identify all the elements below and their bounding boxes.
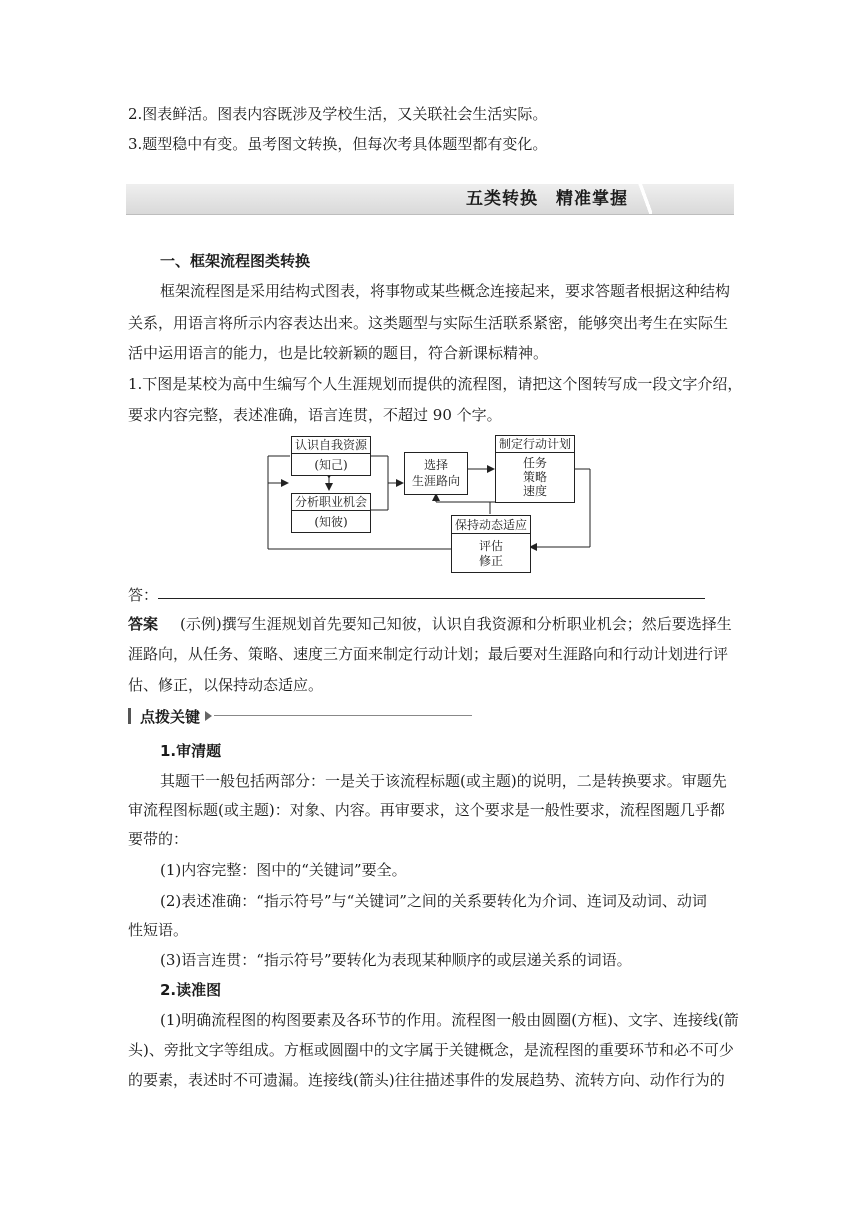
answer-text: 估、修正，以保持动态适应。 (128, 676, 324, 694)
self-resource-box (291, 436, 371, 476)
key-points-title: 点拨关键 (140, 708, 201, 726)
body-line: (1)内容完整：图中的“关键词”要全。 (160, 861, 407, 879)
flowchart (0, 0, 860, 600)
body-line: 其题干一般包括两部分：一是关于该流程标题(或主题)的说明，二是转换要求。审题先 (160, 772, 727, 790)
body-line: (2)表述准确：“指示符号”与“关键词”之间的关系要转化为介词、连词及动词、动词 (160, 892, 707, 910)
question-line: 1.下图是某校为高中生编写个人生涯规划而提供的流程图，请把这个图转写成一段文字介绍， (128, 375, 743, 393)
self-resource-title: 认识自我资源 (292, 438, 370, 454)
dynamic-adapt-item: 修正 (478, 554, 503, 568)
section-para-line: 框架流程图是采用结构式图表，将事物或某些概念连接起来，要求答题者根据这种结构 (160, 282, 731, 300)
answer-text: (示例)撰写生涯规划首先要知己知彼，认识自我资源和分析职业机会；然后要选择生 (180, 615, 732, 633)
key-points-bar (128, 708, 131, 724)
dynamic-adapt-box (451, 515, 531, 573)
answer-label: 答： (128, 586, 159, 604)
body-line: 的要素，表述时不可遗漏。连接线(箭头)往往描述事件的发展趋势、流转方向、动作行为的 (128, 1071, 725, 1089)
intro-line-3: 3.题型稳中有变。虽考图文转换，但每次考具体题型都有变化。 (128, 135, 548, 153)
banner-title: 五类转换 精准掌握 (466, 189, 628, 209)
body-line: 头)、旁批文字等组成。方框或圆圈中的文字属于关键概念，是流程图的重要环节和必不可少 (128, 1041, 734, 1059)
self-resource-sub: (知己) (314, 458, 348, 472)
career-chance-sub: (知彼) (314, 515, 348, 529)
body-line: 审流程图标题(或主题)：对象、内容。再审要求，这个要求是一般性要求，流程图题几乎都 (128, 801, 725, 819)
body-line: 要带的： (128, 830, 189, 848)
subsection-title: 2.读准图 (160, 981, 222, 999)
section-para-line: 关系，用语言将所示内容表达出来。这类题型与实际生活联系紧密，能够突出考生在实际生 (128, 314, 729, 332)
action-plan-item: 速度 (522, 484, 547, 498)
dynamic-adapt-title: 保持动态适应 (452, 518, 530, 534)
choose-path-line-2: 生涯路向 (411, 474, 460, 488)
action-plan-title: 制定行动计划 (496, 437, 574, 453)
section-para-line: 活中运用语言的能力，也是比较新颖的题目，符合新课标精神。 (128, 344, 549, 362)
body-line: 性短语。 (128, 921, 189, 939)
answer-text: 涯路向，从任务、策略、速度三方面来制定行动计划；最后要对生涯路向和行动计划进行评 (128, 645, 729, 663)
body-line: (3)语言连贯：“指示符号”要转化为表现某种顺序的或层递关系的词语。 (160, 951, 632, 969)
key-points-divider (214, 715, 472, 716)
choose-path-line-1: 选择 (423, 458, 448, 472)
body-line: (1)明确流程图的构图要素及各环节的作用。流程图一般由圆圈(方框)、文字、连接线(箭 (160, 1011, 739, 1029)
action-plan-box (495, 435, 575, 503)
answer-blank-line (158, 598, 705, 599)
flowchart-connectors (0, 0, 860, 600)
career-chance-box (291, 493, 371, 533)
intro-line-2: 2.图表鲜活。图表内容既涉及学校生活，又关联社会生活实际。 (128, 105, 548, 123)
action-plan-item: 策略 (522, 470, 547, 484)
action-plan-item: 任务 (522, 456, 547, 470)
answer-key-label: 答案 (128, 615, 159, 633)
subsection-title: 1.审清题 (160, 742, 222, 760)
career-chance-title: 分析职业机会 (292, 495, 370, 511)
triangle-icon (205, 711, 212, 721)
answer-line-1 (128, 614, 732, 634)
section-heading: 一、框架流程图类转换 (160, 252, 311, 270)
question-line: 要求内容完整，表述准确，语言连贯，不超过 90 个字。 (128, 406, 502, 424)
choose-path-box (404, 452, 468, 495)
dynamic-adapt-item: 评估 (478, 539, 503, 553)
